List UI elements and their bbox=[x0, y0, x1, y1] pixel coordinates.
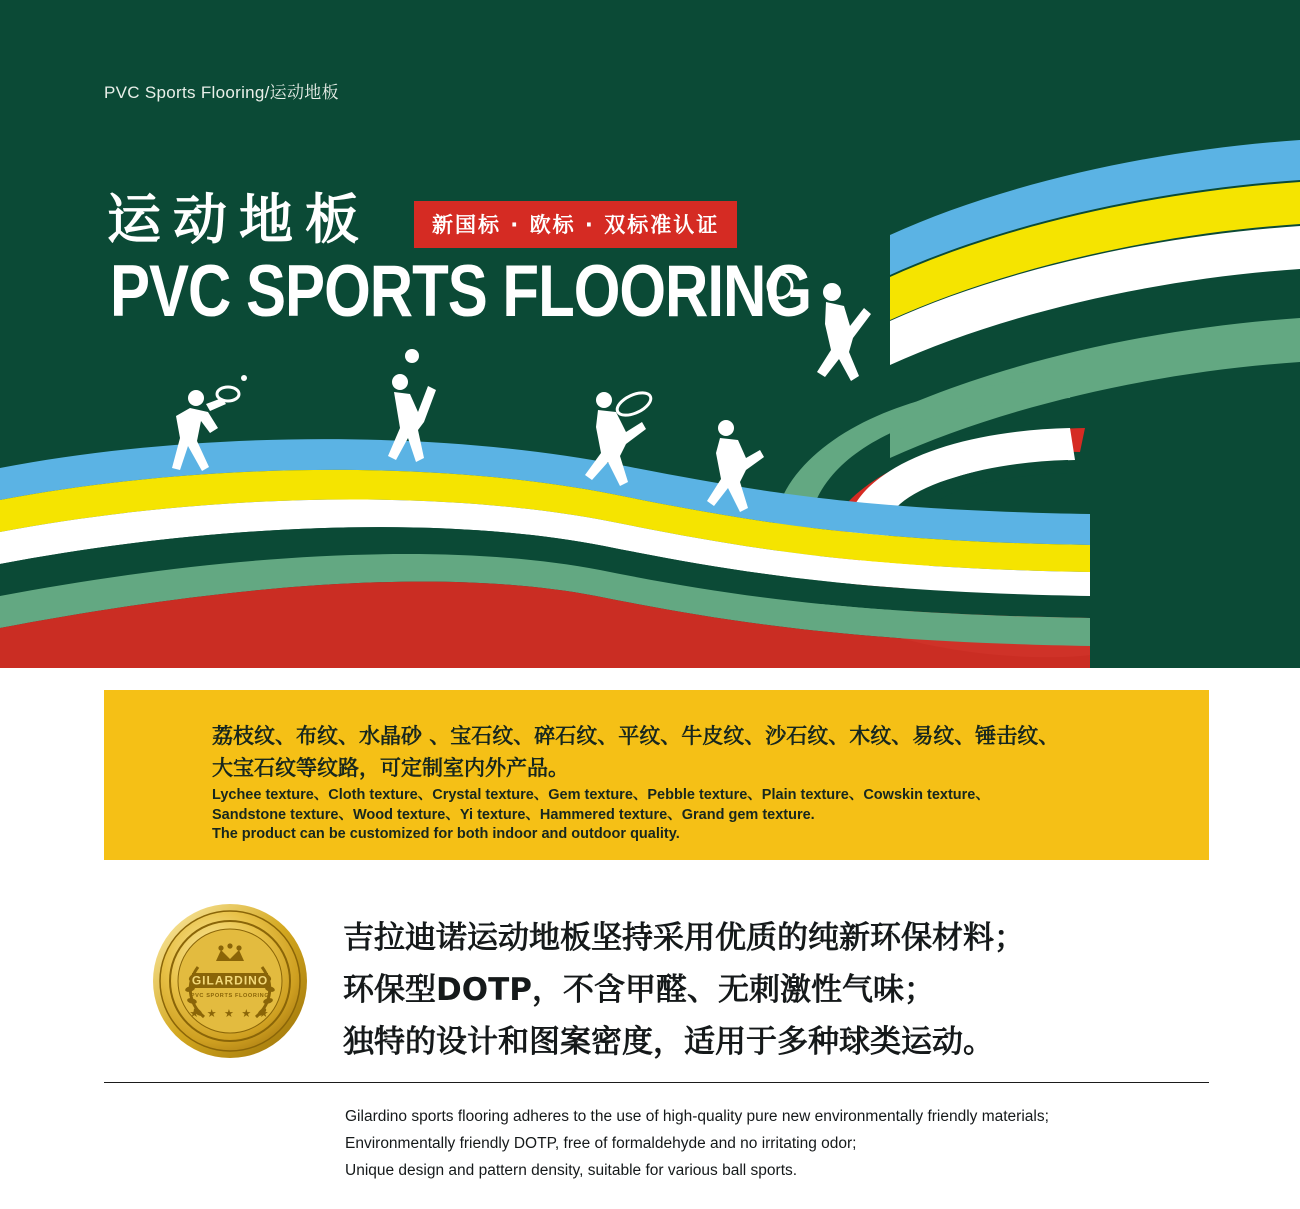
page-title-cn: 运动地板 bbox=[107, 188, 371, 251]
medal-brand-text: GILARDINO bbox=[191, 973, 269, 988]
certification-badge: 新国标 · 欧标 · 双标准认证 bbox=[414, 201, 737, 248]
texture-cn-line-2: 大宝石纹等纹路，可定制室内外产品。 bbox=[212, 756, 569, 780]
statement-cn-line-3: 独特的设计和图案密度，适用于多种球类运动。 bbox=[343, 1024, 994, 1060]
statement-cn-line-2: 环保型DOTP，不含甲醛、无刺激性气味； bbox=[343, 972, 935, 1008]
statement-en-line-2: Environmentally friendly DOTP, free of formaldehyde and no irritating odor; bbox=[345, 1135, 857, 1152]
texture-list-cn bbox=[212, 720, 1132, 784]
texture-panel bbox=[104, 690, 1209, 860]
texture-en-line-3: The product can be customized for both indoor and outdoor quality. bbox=[212, 826, 680, 842]
statement-cn bbox=[343, 912, 1213, 1068]
statement-en bbox=[345, 1103, 1215, 1184]
eyebrow-text: PVC Sports Flooring/运动地板 bbox=[104, 83, 339, 102]
statement-en-line-1: Gilardino sports flooring adheres to the use of high-quality pure new environmentally friendly materials; bbox=[345, 1108, 1049, 1125]
texture-cn-line-1: 荔枝纹、布纹、水晶砂 、宝石纹、碎石纹、平纹、牛皮纹、沙石纹、木纹、易纹、锤击纹、 bbox=[212, 724, 1060, 748]
page-title-en: PVC SPORTS FLOORING bbox=[110, 250, 812, 332]
medal-sub-text: PVC SPORTS FLOORING bbox=[190, 993, 270, 999]
texture-en-line-1: Lychee texture、Cloth texture、Crystal texture、Gem texture、Pebble texture、Plain texture、Cowskin texture、 bbox=[212, 787, 990, 803]
texture-en-line-2: Sandstone texture、Wood texture、Yi texture、Hammered texture、Grand gem texture. bbox=[212, 806, 815, 823]
statement-cn-line-1: 吉拉迪诺运动地板坚持采用优质的纯新环保材料； bbox=[343, 920, 1025, 956]
horizontal-divider bbox=[104, 1082, 1209, 1083]
gilardino-medal-logo bbox=[152, 903, 308, 1059]
statement-en-line-3: Unique design and pattern density, suitable for various ball sports. bbox=[345, 1162, 798, 1179]
texture-list-en bbox=[212, 786, 1142, 845]
medal-stars: ★ ★ ★ ★ ★ bbox=[189, 1007, 271, 1020]
